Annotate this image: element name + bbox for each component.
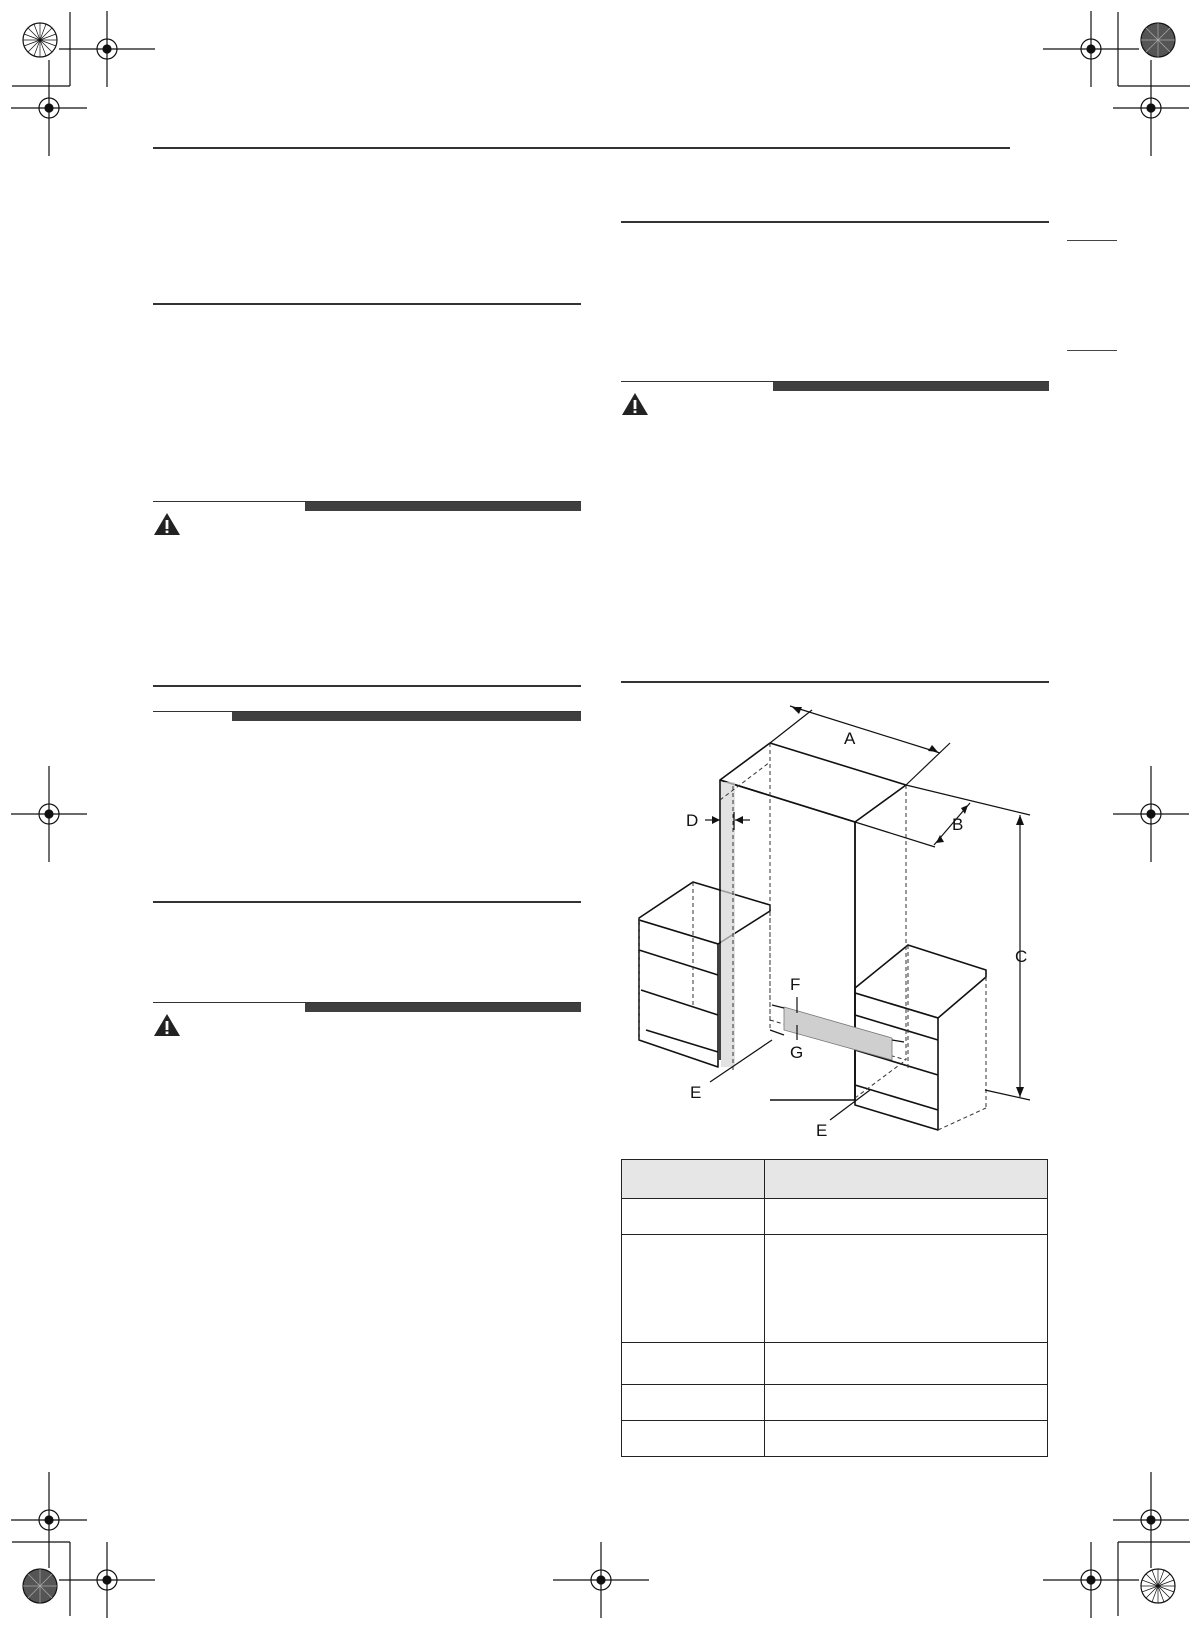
dimension-label-b: B: [952, 815, 964, 834]
left-section-rule-1: [153, 303, 581, 305]
table-cell: [765, 1343, 1048, 1385]
table-cell: [765, 1235, 1048, 1343]
dimension-label-g: G: [790, 1043, 804, 1062]
table-cell: [622, 1199, 765, 1235]
right-section-rule-1: [621, 221, 1049, 223]
table-cell: [765, 1421, 1048, 1457]
table-row: [622, 1421, 1048, 1457]
table-cell: [622, 1385, 765, 1421]
table-cell: [622, 1421, 765, 1457]
left-section-rule-2: [153, 685, 581, 687]
left-cabinet: [639, 882, 770, 1067]
installation-clearance-diagram: [630, 700, 1050, 1140]
left-section-rule-3: [153, 901, 581, 903]
warning-icon: [621, 392, 649, 416]
table-cell: [765, 1199, 1048, 1235]
dimension-label-f: F: [790, 975, 801, 994]
warning-icon: [153, 1013, 181, 1037]
clearance-table: [621, 1159, 1048, 1457]
right-warning-box-bar: [773, 382, 1049, 391]
table-cell: [765, 1385, 1048, 1421]
table-row: [622, 1385, 1048, 1421]
dimension-label-e-left: E: [690, 1083, 702, 1102]
table-cell: [622, 1235, 765, 1343]
right-section-rule-2: [621, 681, 1049, 683]
dimension-label-a: A: [844, 729, 856, 748]
table-row: [622, 1235, 1048, 1343]
side-tab-top-line: [1067, 240, 1117, 241]
table-header-cell: [622, 1160, 765, 1199]
left-warning-box-1-bar: [305, 502, 581, 511]
left-note-box-bar: [232, 712, 581, 721]
left-warning-box-2-bar: [305, 1003, 581, 1012]
dimension-label-d: D: [686, 811, 699, 830]
table-row: [622, 1343, 1048, 1385]
side-tab-bottom-line: [1067, 350, 1117, 351]
table-row: [622, 1199, 1048, 1235]
dimension-label-c: C: [1015, 947, 1028, 966]
page-header-rule: [153, 147, 1010, 149]
table-cell: [622, 1343, 765, 1385]
warning-icon: [153, 512, 181, 536]
table-header-cell: [765, 1160, 1048, 1199]
dimension-label-e-right: E: [816, 1121, 828, 1140]
table-header-row: [622, 1160, 1048, 1199]
